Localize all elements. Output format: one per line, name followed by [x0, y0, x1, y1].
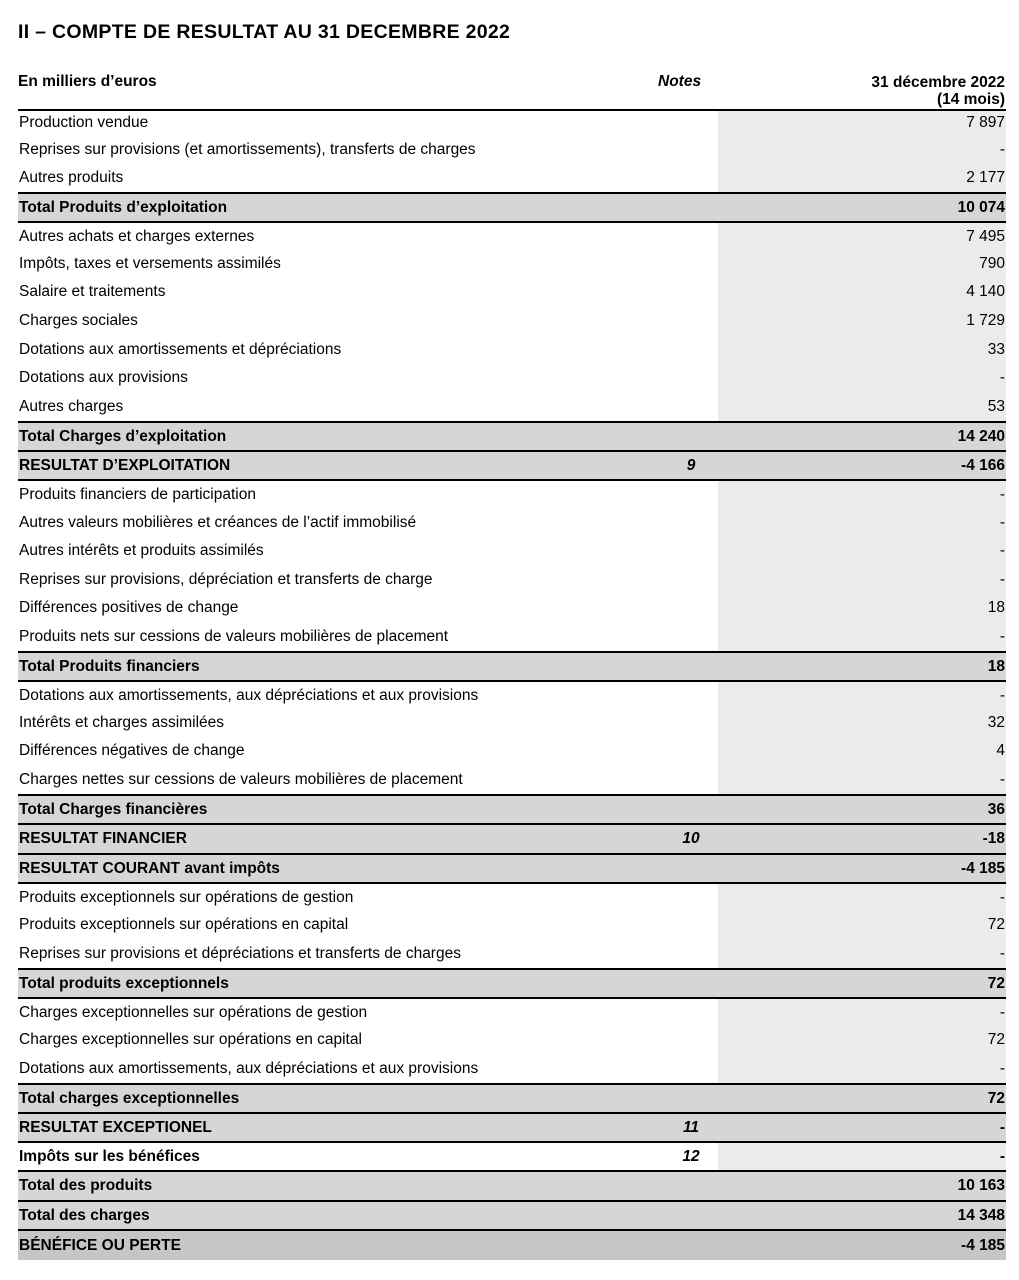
table-row	[18, 1054, 1006, 1083]
row-label: Dotations aux amortissements, aux dépréciations et aux provisions	[19, 1059, 479, 1077]
row-value: 7 897	[966, 114, 1005, 131]
row-label: Production vendue	[19, 114, 149, 131]
row-value: -	[999, 369, 1005, 386]
row-value: 18	[987, 599, 1005, 616]
value-column-shade	[718, 111, 1006, 135]
value-column-shade	[718, 223, 1006, 250]
table-row	[18, 1083, 1006, 1112]
row-label: Charges sociales	[19, 311, 138, 329]
value-column-shade	[718, 1054, 1006, 1083]
row-value: -	[999, 1003, 1005, 1021]
row-label: Produits exceptionnels sur opérations de gestion	[19, 888, 354, 906]
row-value: -	[999, 140, 1005, 158]
table-row	[18, 109, 1006, 135]
value-column-shade	[718, 306, 1006, 335]
row-value: -	[999, 1059, 1005, 1077]
period-date: 31 décembre 2022	[871, 74, 1005, 91]
row-value: 72	[987, 1089, 1005, 1107]
table-row	[18, 651, 1006, 680]
table-row	[18, 1026, 1006, 1054]
table-row	[18, 765, 1006, 794]
table-row	[18, 1141, 1006, 1170]
row-label: Dotations aux provisions	[19, 369, 188, 386]
row-value: 36	[987, 800, 1005, 818]
row-value: 53	[987, 397, 1005, 415]
row-note: 9	[686, 456, 696, 474]
table-row	[18, 450, 1006, 479]
row-value: -	[999, 514, 1005, 531]
table-row	[18, 278, 1006, 306]
table-row	[18, 164, 1006, 192]
row-label: Total des charges	[19, 1206, 150, 1224]
row-label: Autres achats et charges externes	[19, 227, 255, 245]
row-label: Différences négatives de change	[19, 742, 245, 759]
table-row	[18, 250, 1006, 278]
table-row	[18, 882, 1006, 911]
row-label: Total Produits financiers	[19, 657, 200, 675]
value-column-shade	[718, 682, 1006, 709]
table-row	[18, 135, 1006, 164]
row-value: -	[999, 1147, 1005, 1165]
row-value: 32	[987, 714, 1005, 731]
value-column-shade	[718, 135, 1006, 164]
period-duration: (14 mois)	[936, 91, 1005, 108]
table-row	[18, 421, 1006, 450]
row-value: 4	[996, 742, 1005, 759]
value-column-shade	[718, 765, 1006, 794]
table-row	[18, 1200, 1006, 1229]
row-label: RESULTAT FINANCIER	[19, 830, 187, 847]
row-label: Reprises sur provisions et dépréciations et transferts de charges	[19, 944, 461, 962]
table-row	[18, 737, 1006, 765]
table-row	[18, 1170, 1006, 1200]
row-label: Total charges exceptionnelles	[19, 1089, 240, 1107]
row-label: Produits exceptionnels sur opérations en capital	[19, 916, 349, 933]
value-column-shade	[718, 737, 1006, 765]
value-column-shade	[718, 939, 1006, 968]
row-label: Dotations aux amortissements et dépréciations	[19, 340, 342, 358]
value-column-shade	[718, 1026, 1006, 1054]
table-row	[18, 911, 1006, 939]
income-statement-table	[18, 109, 1006, 1260]
row-label: Charges exceptionnelles sur opérations de gestion	[19, 1003, 368, 1021]
row-value: 72	[987, 1031, 1005, 1048]
table-row	[18, 221, 1006, 250]
unit-header: En milliers d’euros	[18, 73, 157, 90]
row-value: -4 185	[961, 859, 1005, 877]
table-row	[18, 1112, 1006, 1141]
row-label: RESULTAT EXCEPTIONEL	[19, 1118, 212, 1136]
row-label: Autres intérêts et produits assimilés	[19, 542, 264, 559]
row-value: -4 166	[961, 456, 1005, 474]
table-row	[18, 537, 1006, 565]
table-row	[18, 622, 1006, 651]
row-value: -	[999, 1118, 1005, 1136]
row-value: -4 185	[961, 1236, 1005, 1254]
row-label: Autres produits	[19, 169, 124, 186]
period-header	[871, 74, 1005, 108]
table-row	[18, 997, 1006, 1026]
row-label: Autres valeurs mobilières et créances de l’actif immobilisé	[19, 514, 417, 531]
row-note: 12	[682, 1147, 700, 1165]
row-label: Total Charges financières	[19, 800, 208, 818]
row-label: BÉNÉFICE OU PERTE	[19, 1236, 181, 1254]
row-value: -	[999, 888, 1005, 906]
row-label: Salaire et traitements	[19, 283, 166, 300]
value-column-shade	[718, 911, 1006, 939]
value-column-shade	[718, 392, 1006, 421]
row-value: 14 240	[957, 427, 1005, 445]
value-column-shade	[718, 278, 1006, 306]
table-row	[18, 192, 1006, 221]
table-row	[18, 709, 1006, 737]
value-column-shade	[718, 884, 1006, 911]
value-column-shade	[718, 335, 1006, 364]
row-label: Total Charges d’exploitation	[19, 427, 227, 445]
page-title: II – COMPTE DE RESULTAT AU 31 DECEMBRE 2022	[18, 21, 511, 43]
table-row	[18, 306, 1006, 335]
row-label: Dotations aux amortissements, aux dépréciations et aux provisions	[19, 686, 479, 704]
row-note: 11	[682, 1118, 700, 1136]
row-value: 790	[979, 255, 1005, 272]
row-value: -	[999, 570, 1005, 588]
value-column-shade	[718, 622, 1006, 651]
row-value: 10 074	[957, 198, 1005, 216]
row-value: 18	[987, 657, 1005, 675]
row-label: Total Produits d’exploitation	[19, 198, 228, 216]
row-value: -	[999, 542, 1005, 559]
row-label: Total produits exceptionnels	[19, 974, 229, 992]
row-value: -	[999, 770, 1005, 788]
row-label: Produits financiers de participation	[19, 486, 256, 503]
row-value: 14 348	[957, 1206, 1005, 1224]
row-value: -	[999, 486, 1005, 503]
table-row	[18, 364, 1006, 392]
row-value: -	[999, 944, 1005, 962]
row-label: Reprises sur provisions (et amortissements), transferts de charges	[19, 140, 476, 158]
row-label: Charges nettes sur cessions de valeurs mobilières de placement	[19, 770, 463, 788]
value-column-shade	[718, 481, 1006, 509]
value-column-shade	[718, 537, 1006, 565]
row-value: 7 495	[966, 227, 1005, 245]
value-column-shade	[718, 364, 1006, 392]
table-row	[18, 1229, 1006, 1260]
value-column-shade	[718, 250, 1006, 278]
row-label: Intérêts et charges assimilées	[19, 714, 225, 731]
value-column-shade	[718, 999, 1006, 1026]
value-column-shade	[718, 509, 1006, 537]
value-column-shade	[718, 709, 1006, 737]
row-label: Produits nets sur cessions de valeurs mobilières de placement	[19, 627, 449, 645]
value-column-shade	[718, 565, 1006, 594]
table-row	[18, 968, 1006, 997]
row-value: 2 177	[966, 169, 1005, 186]
row-note: 10	[682, 830, 700, 847]
value-column-shade	[718, 164, 1006, 192]
table-row	[18, 565, 1006, 594]
row-label: Total des produits	[19, 1177, 153, 1194]
row-label: Autres charges	[19, 397, 124, 415]
value-column-shade	[718, 1143, 1006, 1170]
row-label: Impôts sur les bénéfices	[19, 1147, 200, 1165]
row-label: Impôts, taxes et versements assimilés	[19, 255, 281, 272]
table-row	[18, 594, 1006, 622]
notes-header: Notes	[658, 73, 702, 90]
row-label: RESULTAT COURANT avant impôts	[19, 859, 280, 877]
row-value: 10 163	[957, 1177, 1005, 1194]
table-row	[18, 335, 1006, 364]
table-row	[18, 853, 1006, 882]
table-row	[18, 823, 1006, 853]
row-label: Charges exceptionnelles sur opérations en capital	[19, 1031, 362, 1048]
row-value: 1 729	[966, 311, 1005, 329]
table-row	[18, 939, 1006, 968]
row-value: 72	[987, 916, 1005, 933]
row-value: 72	[987, 974, 1005, 992]
row-label: Différences positives de change	[19, 599, 239, 616]
table-row	[18, 680, 1006, 709]
value-column-shade	[718, 594, 1006, 622]
row-value: 4 140	[966, 283, 1005, 300]
row-value: -	[999, 627, 1005, 645]
row-label: RESULTAT D’EXPLOITATION	[19, 456, 231, 474]
table-row	[18, 392, 1006, 421]
row-value: -	[999, 686, 1005, 704]
row-value: 33	[987, 340, 1005, 358]
table-row	[18, 794, 1006, 823]
table-row	[18, 479, 1006, 509]
row-value: -18	[982, 830, 1005, 847]
row-label: Reprises sur provisions, dépréciation et transferts de charge	[19, 570, 433, 588]
table-row	[18, 509, 1006, 537]
